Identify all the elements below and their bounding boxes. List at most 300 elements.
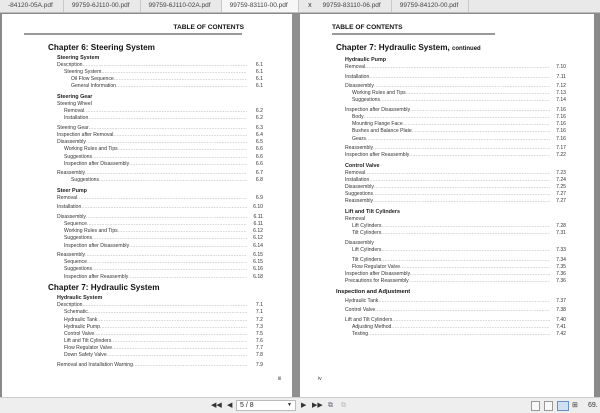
prev-page-icon[interactable]: ◀ [227, 402, 233, 409]
toc-entry-page: 6.3 [255, 124, 263, 131]
dot-leader [111, 338, 247, 345]
dot-leader [369, 177, 550, 184]
toc-entry[interactable] [345, 136, 566, 143]
toc-entry-page: 7.23 [556, 169, 566, 176]
toc-entry-page: 7.25 [556, 184, 566, 191]
toc-entry-page: 7.16 [556, 114, 566, 121]
toc-entry-page: 6.11 [253, 221, 263, 228]
toc-entry-label: Hydraulic Pump [64, 323, 100, 330]
toc-entry-label: Control Valve [345, 307, 376, 314]
dot-leader [406, 90, 550, 97]
toc-entry[interactable] [57, 317, 263, 324]
toc-entry[interactable] [57, 177, 263, 184]
toc-entry-label: Reassembly [57, 170, 86, 177]
chapter-heading[interactable] [336, 43, 566, 54]
toc-entry-label: Tilt Cylinders [352, 256, 382, 263]
dot-leader [373, 198, 550, 205]
toc-entry-label: Sequence [64, 259, 87, 266]
dot-leader [84, 108, 247, 115]
tab-label: 99759-83110-00.pdf [229, 2, 288, 9]
close-icon[interactable]: x [308, 2, 312, 9]
toc-entry[interactable] [57, 345, 263, 352]
toc-entry-page: 7.13 [556, 90, 566, 97]
pdf-page-right [300, 14, 594, 397]
zoom-level[interactable]: 69. [588, 402, 598, 409]
toc-entry-label: Steering Wheel [57, 101, 92, 108]
tab-label: 99759-83110-06.pdf [322, 2, 381, 9]
dot-leader [365, 216, 550, 223]
chapter-heading[interactable] [48, 283, 263, 292]
dot-leader [364, 114, 550, 121]
toc-group [57, 62, 263, 91]
toc-entry-label: Inspection after Disassembly [345, 106, 411, 113]
toc-entry[interactable] [57, 195, 263, 202]
toc-entry[interactable] [57, 69, 263, 76]
dot-leader [112, 345, 247, 352]
toc-entry[interactable] [57, 62, 263, 69]
toc-entry-page: 6.14 [253, 242, 263, 249]
toc-entry-page: 6.6 [255, 153, 263, 160]
toc-entry[interactable] [345, 230, 566, 237]
toc-entry-page: 6.6 [255, 146, 263, 153]
toc-entry-label: Lift Cylinders [352, 247, 382, 254]
toc-entry-label: Suggestions [64, 235, 93, 242]
tab-4[interactable] [315, 0, 392, 12]
section-heading[interactable]: Control Valve [345, 162, 380, 169]
tab-0[interactable] [0, 0, 64, 12]
toc-group [345, 83, 566, 104]
section-heading[interactable]: Hydraulic System [57, 295, 103, 302]
toc-entry[interactable] [345, 170, 566, 177]
dot-leader [92, 154, 247, 161]
dot-leader [365, 170, 550, 177]
chapter-title: Chapter 6: Steering System [48, 43, 155, 52]
toc-entry-label: Removal [57, 194, 78, 201]
toc-entry-page: 6.2 [255, 115, 263, 122]
toc-entry-label: Inspection after Disassembly [345, 270, 411, 277]
toc-entry-label: Removal [345, 169, 366, 176]
toc-entry-page: 7.1 [255, 302, 263, 309]
toc-entry[interactable] [345, 177, 566, 184]
toc-entry-label: Flow Regulator Valve [64, 345, 113, 352]
toc-entry[interactable] [345, 145, 566, 152]
toc-entry-label: Lift and Tilt Cylinders [64, 337, 112, 344]
toc-entry[interactable] [345, 198, 566, 205]
toc-entry[interactable] [345, 247, 566, 254]
page-number: iv [318, 376, 322, 382]
toc-list [336, 41, 566, 341]
title-rule [24, 33, 242, 35]
dot-leader [85, 170, 247, 177]
toc-entry-label: Disassembly [345, 239, 374, 246]
toc-entry-label: Disassembly [57, 139, 86, 146]
toc-entry[interactable] [57, 324, 263, 331]
dot-leader [88, 115, 247, 122]
dot-leader [101, 69, 247, 76]
first-page-icon[interactable]: ◀◀ [211, 402, 222, 409]
toc-entry-page: 6.5 [255, 139, 263, 146]
toc-group [57, 101, 263, 122]
toc-entry[interactable] [345, 317, 566, 324]
toc-entry-label: Reassembly [345, 145, 374, 152]
toc-entry-page: 7.2 [255, 316, 263, 323]
toc-entry-page: 6.12 [253, 228, 263, 235]
toc-entry-label: Steering Gear [57, 124, 89, 131]
toc-entry[interactable] [345, 331, 566, 338]
toc-group [345, 74, 566, 81]
toc-entry[interactable] [57, 259, 263, 266]
toc-entry-page: 7.38 [556, 307, 566, 314]
toc-entry[interactable] [345, 97, 566, 104]
toc-entry-page: 7.40 [556, 316, 566, 323]
dot-leader [85, 252, 247, 259]
section-heading[interactable]: Steering System [57, 55, 100, 61]
toc-entry-label: Removal and Installation Warning [57, 361, 133, 368]
dot-leader [381, 257, 550, 264]
dot-leader [381, 223, 550, 230]
toc-entry-page: 7.27 [556, 191, 566, 198]
section-heading[interactable]: Lift and Tilt Cylinders [345, 209, 401, 215]
tab-3[interactable] [222, 0, 312, 12]
toc-entry-page: 7.16 [556, 121, 566, 128]
dot-leader [118, 228, 247, 235]
dot-leader [374, 184, 550, 191]
toc-entry[interactable] [345, 264, 566, 271]
toc-entry-label: Suggestions [64, 266, 93, 273]
dot-leader [94, 331, 247, 338]
toc-entry-label: Suggestions [71, 177, 100, 184]
dot-leader [373, 191, 550, 198]
title-rule [332, 33, 495, 35]
toc-entry-page: 6.4 [255, 132, 263, 139]
toc-title: TABLE OF CONTENTS [332, 24, 403, 31]
toc-entry-label: Hydraulic Tank [64, 316, 98, 323]
section-heading[interactable]: Hydraulic Pump [345, 57, 387, 63]
toc-entry-page: 7.33 [556, 247, 566, 254]
continuous-view-icon[interactable] [544, 401, 553, 411]
toc-entry-page: 7.42 [556, 330, 566, 337]
toc-entry[interactable] [345, 74, 566, 81]
toc-entry-page: 6.16 [253, 266, 263, 273]
dot-leader [82, 62, 247, 69]
copy-icon[interactable]: ⧉ [328, 402, 333, 409]
dot-leader [374, 83, 550, 90]
dot-leader [133, 362, 247, 369]
toc-entry[interactable] [345, 128, 566, 135]
toc-entry-label: Suggestions [345, 191, 374, 198]
toc-group [57, 170, 263, 184]
toc-group [57, 362, 263, 369]
page-gutter [292, 14, 300, 397]
toc-entry[interactable] [57, 146, 263, 153]
toc-entry-page: 7.35 [556, 263, 566, 270]
toc-entry-page: 6.1 [255, 62, 263, 68]
toc-group [57, 125, 263, 168]
toc-entry[interactable] [57, 221, 263, 228]
toc-entry[interactable] [57, 83, 263, 90]
toc-entry[interactable] [57, 161, 263, 168]
tab-label: -84120-05A.pdf [8, 2, 53, 9]
toc-entry[interactable] [57, 362, 263, 369]
toc-entry-label: Installation [345, 176, 370, 183]
dot-leader [378, 298, 550, 305]
toc-entry[interactable] [345, 257, 566, 264]
toc-group [345, 240, 566, 254]
toc-entry[interactable] [57, 139, 263, 146]
toc-group [57, 204, 263, 211]
tab-bar [0, 0, 600, 13]
toc-group [57, 252, 263, 281]
dot-leader [107, 352, 247, 359]
toc-entry-page: 6.9 [255, 194, 263, 201]
toc-entry[interactable] [57, 76, 263, 83]
tab-label: 99759-6J110-00.pdf [71, 2, 130, 9]
dot-leader [369, 74, 550, 81]
section-heading[interactable]: Steer Pump [57, 187, 87, 194]
toc-entry-page: 6.10 [253, 204, 263, 211]
two-page-view-icon[interactable] [557, 401, 569, 411]
toc-entry[interactable] [57, 331, 263, 338]
toc-entry[interactable] [57, 243, 263, 250]
dot-leader [87, 221, 247, 228]
toc-entry-page: 7.6 [255, 337, 263, 344]
toc-entry-label: Schematic [64, 309, 88, 316]
toc-entry-page: 7.7 [255, 345, 263, 352]
dot-leader [129, 161, 247, 168]
single-page-view-icon[interactable] [531, 401, 540, 411]
toc-entry[interactable] [57, 309, 263, 316]
dot-leader [118, 146, 247, 153]
chapter-heading[interactable] [48, 43, 263, 52]
toc-entry-page: 7.5 [255, 330, 263, 337]
toc-entry[interactable] [345, 184, 566, 191]
toc-group [345, 298, 566, 305]
toc-entry[interactable] [345, 83, 566, 90]
toc-entry-label: Tilt Cylinders [352, 230, 382, 237]
chapter-title: Chapter 7: Hydraulic System, [336, 43, 450, 52]
toc-entry-label: Steering System [64, 69, 102, 76]
dot-leader [88, 309, 247, 316]
toc-entry-page: 7.27 [556, 198, 566, 205]
toc-entry[interactable] [57, 204, 263, 211]
toc-entry[interactable] [57, 274, 263, 281]
toc-entry-label: Working Rules and Tips [352, 90, 406, 97]
dot-leader [92, 266, 247, 273]
toc-entry-label: Disassembly [57, 214, 86, 220]
toc-entry[interactable] [345, 64, 566, 71]
dot-leader [412, 128, 550, 135]
toc-entry-page: 6.11 [253, 214, 263, 220]
dot-leader [410, 271, 550, 278]
page-number-value: 5 / 8 [240, 402, 254, 409]
toc-entry-page: 7.17 [556, 145, 566, 152]
page-number: iii [278, 376, 282, 382]
tab-label: 99759-84120-00.pdf [399, 2, 459, 9]
tab-2[interactable] [141, 0, 222, 12]
toc-entry[interactable] [57, 132, 263, 139]
toc-entry-page: 7.34 [556, 256, 566, 263]
toc-entry-page: 6.8 [255, 177, 263, 184]
toc-entry-label: Installation [57, 204, 82, 211]
toc-entry-page: 7.16 [556, 106, 566, 113]
chapter-continued: continued [452, 46, 481, 52]
toc-group [345, 145, 566, 159]
last-page-icon[interactable]: ▶▶ [312, 402, 323, 409]
next-page-icon[interactable]: ▶ [301, 402, 307, 409]
toc-entry[interactable] [57, 235, 263, 242]
toc-entry-page: 7.24 [556, 176, 566, 183]
toc-entry-label: Testing [352, 330, 369, 337]
dot-leader [381, 230, 550, 237]
dot-leader [113, 132, 247, 139]
chapter-title: Chapter 7: Hydraulic System [48, 283, 160, 293]
toc-group [345, 170, 566, 206]
toc-entry-page: 6.1 [255, 69, 263, 76]
page-number-input[interactable] [236, 400, 296, 411]
toc-group [345, 257, 566, 286]
toc-entry-label: Body [352, 114, 364, 121]
dot-leader [114, 76, 247, 83]
paste-icon[interactable]: ⧉ [341, 402, 346, 409]
toc-entry-label: Bushes and Balance Plate [352, 128, 412, 135]
toc-entry-page: 6.18 [253, 273, 263, 280]
toc-entry[interactable] [57, 101, 263, 108]
dot-leader [375, 307, 550, 314]
dot-leader [92, 235, 247, 242]
toc-entry-label: Lift Cylinders [352, 223, 382, 230]
toc-entry-page: 6.15 [253, 259, 263, 266]
toc-entry-label: Lift and Tilt Cylinders [345, 316, 393, 323]
dot-leader [400, 264, 550, 271]
toc-entry-page: 6.12 [253, 235, 263, 242]
dot-leader [77, 195, 247, 202]
toc-entry-page: 7.9 [255, 361, 263, 368]
toc-entry[interactable] [57, 228, 263, 235]
dot-leader [81, 204, 247, 211]
chapter-subheading[interactable]: Inspection and Adjustment [336, 288, 411, 295]
toc-entry[interactable] [345, 223, 566, 230]
toc-entry[interactable] [57, 115, 263, 122]
toc-entry-label: Flow Regulator Valve [352, 263, 401, 270]
toc-entry[interactable] [57, 125, 263, 132]
dot-leader [92, 101, 247, 108]
toc-group [345, 216, 566, 237]
toc-entry-label: Working Rules and Tips [64, 146, 118, 153]
toc-entry-label: Control Valve [64, 330, 95, 337]
dot-leader [86, 139, 247, 146]
dot-leader [374, 240, 550, 247]
toc-entry[interactable] [345, 114, 566, 121]
toc-entry-label: Mounting Flange Face [352, 121, 403, 128]
dot-leader [129, 243, 247, 250]
toc-group [345, 107, 566, 143]
toc-entry-page: 6.6 [255, 160, 263, 167]
dot-leader [368, 331, 550, 338]
toc-entry-label: Installation [64, 115, 89, 122]
toc-entry[interactable] [345, 191, 566, 198]
section-heading[interactable]: Steering Gear [57, 94, 93, 101]
dot-leader [99, 177, 247, 184]
toc-entry[interactable] [345, 324, 566, 331]
toc-entry-label: Description [57, 62, 83, 68]
toc-entry-page: 7.11 [556, 73, 566, 80]
toc-entry-label: Inspection after Reassembly [345, 152, 410, 159]
dot-leader [365, 64, 550, 71]
toc-entry-label: Working Rules and Tips [64, 228, 118, 235]
toc-entry[interactable] [345, 90, 566, 97]
toc-entry-label: General Information [71, 83, 117, 90]
toc-entry-label: Description [57, 302, 83, 309]
toc-entry-label: Installation [345, 73, 370, 80]
toc-entry-page: 7.16 [556, 135, 566, 142]
toc-entry[interactable] [345, 271, 566, 278]
toc-entry[interactable] [345, 278, 566, 285]
toc-entry-label: Reassembly [345, 198, 374, 205]
toc-entry[interactable] [57, 214, 263, 221]
toc-entry[interactable] [345, 240, 566, 247]
toc-entry-page: 7.1 [255, 309, 263, 316]
tab-5[interactable] [392, 0, 470, 12]
toc-entry[interactable] [345, 152, 566, 159]
toc-entry[interactable] [57, 266, 263, 273]
tab-1[interactable] [64, 0, 141, 12]
toc-group [57, 214, 263, 250]
toc-entry-page: 7.3 [255, 323, 263, 330]
two-page-continuous-view-icon[interactable]: ⊞ [572, 402, 578, 409]
toc-entry-label: Inspection after Disassembly [64, 242, 130, 249]
toc-entry-page: 7.12 [556, 83, 566, 90]
toc-entry[interactable] [57, 352, 263, 359]
toc-entry-page [550, 240, 566, 247]
dot-leader [89, 125, 247, 132]
toc-entry[interactable] [57, 338, 263, 345]
toc-entry[interactable] [345, 216, 566, 223]
toc-entry[interactable] [345, 107, 566, 114]
toc-entry-page: 7.22 [556, 152, 566, 159]
toc-entry-label: Gears [352, 135, 366, 142]
dot-leader [128, 274, 247, 281]
dot-leader [403, 121, 550, 128]
toc-entry[interactable] [345, 121, 566, 128]
toc-entry-page: 6.2 [255, 108, 263, 115]
toc-entry[interactable] [57, 154, 263, 161]
toc-entry-page: 6.7 [255, 170, 263, 177]
toc-entry-label: Down Safety Valve [64, 352, 107, 359]
toc-entry-page [247, 101, 263, 108]
toc-entry[interactable] [57, 252, 263, 259]
toc-group [345, 317, 566, 338]
toc-entry[interactable] [57, 302, 263, 309]
bottom-toolbar [0, 397, 600, 413]
dropdown-icon[interactable]: ▼ [287, 402, 292, 408]
toc-entry-label: Removal [345, 64, 366, 70]
toc-entry-label: Reassembly [57, 252, 86, 259]
toc-entry-page: 6.1 [255, 83, 263, 90]
toc-entry-label: Disassembly [345, 83, 374, 90]
toc-entry-label: Suggestions [352, 97, 381, 104]
toc-entry-page: 7.41 [556, 323, 566, 330]
toc-entry[interactable] [345, 307, 566, 314]
toc-entry-label: Adjusting Method [352, 323, 392, 330]
tab-label: 99759-6J110-02A.pdf [148, 2, 211, 9]
toc-entry-page: 7.31 [556, 230, 566, 237]
toc-entry-page: 7.14 [556, 97, 566, 104]
toc-entry-label: Hydraulic Tank [345, 297, 379, 304]
toc-entry-page: 6.1 [255, 76, 263, 83]
toc-entry[interactable] [57, 108, 263, 115]
toc-entry[interactable] [345, 298, 566, 305]
toc-entry[interactable] [57, 170, 263, 177]
